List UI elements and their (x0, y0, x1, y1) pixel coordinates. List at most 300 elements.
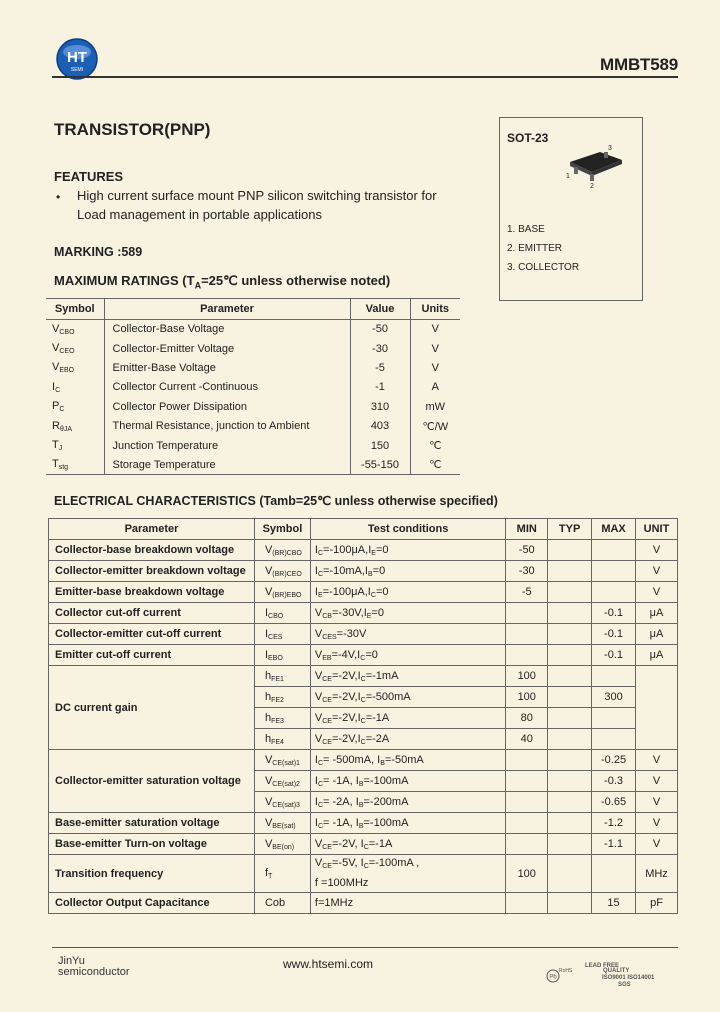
typ-cell (548, 645, 592, 666)
cond: =-100mA (363, 774, 409, 787)
cond-sub: B (367, 570, 373, 578)
max-cell: 300 (592, 687, 636, 708)
table-row (49, 582, 678, 603)
cond-sub: C (360, 717, 366, 725)
max-ratings-table (46, 298, 460, 475)
cond-sub: B (358, 780, 364, 788)
cond: =-1A (365, 711, 390, 724)
cond: = -500mA, I (323, 753, 381, 766)
cond: =0 (375, 543, 389, 556)
cond: =-5V, I (331, 857, 364, 869)
cond: =-100mA (363, 816, 409, 829)
cond-sub: CE (322, 675, 332, 683)
typ-cell (548, 540, 592, 561)
part-number: MMBT589 (600, 55, 678, 74)
symbol: V (52, 342, 60, 355)
col-header-max: MAX (592, 519, 636, 540)
cond: =-200mA (363, 795, 409, 808)
table-row (49, 624, 678, 645)
condition-cell (310, 624, 505, 645)
table-row (49, 540, 678, 561)
cond-sub: C (317, 801, 324, 809)
footer-website-link[interactable]: www.htsemi.com (283, 957, 374, 971)
cond: =-10mA,I (323, 564, 368, 577)
parameter-cell: Emitter cut-off current (49, 645, 255, 666)
typ-cell (548, 561, 592, 582)
symbol-cell (254, 666, 310, 687)
max-cell (592, 666, 636, 687)
cond: =-30V (336, 627, 367, 640)
symbol-cell (46, 397, 104, 416)
max-cell: -0.1 (592, 624, 636, 645)
cond: V (314, 732, 323, 745)
unit-cell: V (431, 323, 439, 336)
unit-cell: V (636, 771, 678, 792)
symbol: h (264, 669, 272, 682)
cond: =0 (372, 564, 386, 577)
symbol: I (264, 606, 269, 619)
min-cell: 100 (506, 666, 548, 687)
max-ratings-title-post: =25℃ unless otherwise noted) (201, 273, 391, 288)
col-header-typ: TYP (548, 519, 592, 540)
typ-cell (548, 624, 592, 645)
cond: =-2V, I (331, 837, 364, 850)
cond-sub: C (363, 863, 369, 870)
cond: V (314, 837, 323, 850)
parameter-cell: Collector-emitter cut-off current (49, 624, 255, 645)
symbol-cell: Cob (254, 893, 310, 914)
condition-cell (310, 813, 505, 834)
table-row (46, 378, 460, 397)
unit-cell (636, 666, 678, 750)
table-row (49, 834, 678, 855)
max-cell (592, 561, 636, 582)
table-row (49, 666, 678, 687)
symbol-cell (46, 339, 104, 358)
pin-label-3: 3 (608, 145, 612, 152)
cond-line-2: f =100MHz (314, 877, 369, 889)
condition-cell (310, 729, 505, 750)
symbol-sub: FE1 (271, 675, 284, 683)
symbol-cell (254, 540, 310, 561)
features-heading: FEATURES (54, 169, 124, 184)
symbol: I (264, 627, 269, 640)
max-ratings-title-pre: MAXIMUM RATINGS (T (54, 273, 195, 288)
cond: = -2A, I (323, 795, 359, 808)
condition-cell (310, 771, 505, 792)
typ-cell (548, 834, 592, 855)
typ-cell (548, 813, 592, 834)
unit-cell: V (636, 750, 678, 771)
pb-label: Pb (549, 974, 557, 981)
symbol: V (264, 774, 273, 787)
parameter-cell: Transition frequency (49, 855, 255, 893)
cond: =-50mA (384, 753, 424, 766)
value-cell: 403 (350, 416, 410, 435)
parameter-cell: Collector-emitter saturation voltage (49, 750, 255, 813)
symbol: h (264, 711, 272, 724)
max-cell (592, 729, 636, 750)
symbol: R (52, 419, 60, 432)
cond-sub: C (317, 549, 324, 557)
symbol: I (264, 648, 269, 661)
symbol-cell (46, 358, 104, 377)
typ-cell (548, 708, 592, 729)
symbol-sub: FE2 (271, 696, 284, 704)
unit-cell: mW (425, 400, 446, 413)
condition-cell (310, 603, 505, 624)
typ-cell (548, 750, 592, 771)
unit-cell: V (636, 792, 678, 813)
cond: =-100μA,I (322, 585, 371, 598)
table-row (46, 455, 460, 474)
cond-sub: B (380, 759, 385, 767)
cond: V (314, 857, 323, 869)
symbol: V (264, 585, 273, 598)
parameter-cell: Base-emitter saturation voltage (49, 813, 255, 834)
table-row (46, 397, 460, 416)
cert-iso: ISO9001 ISO14001 (602, 975, 655, 981)
feature-line-1: High current surface mount PNP silicon switching transistor for (77, 188, 437, 203)
symbol: f (264, 867, 269, 879)
min-cell (506, 603, 548, 624)
min-cell (506, 834, 548, 855)
symbol-cell (254, 750, 310, 771)
col-header-units: Units (421, 303, 449, 315)
min-cell: -50 (506, 540, 548, 561)
symbol-cell (254, 708, 310, 729)
symbol-sub: CBO (59, 328, 75, 336)
parameter-cell: DC current gain (49, 666, 255, 750)
col-header-parameter: Parameter (104, 299, 350, 320)
cond: =-100mA , (368, 857, 420, 869)
min-cell (506, 624, 548, 645)
typ-cell (548, 603, 592, 624)
cond: =-100μA,I (323, 543, 372, 556)
symbol: V (264, 795, 273, 808)
cond-sub: E (371, 549, 376, 557)
cond-sub: B (358, 822, 364, 830)
pin-collector: 3. COLLECTOR (507, 262, 580, 273)
col-header-symbol: Symbol (46, 299, 104, 320)
symbol: V (264, 816, 273, 829)
symbol: V (264, 564, 273, 577)
footer-company-sub: semiconductor (58, 966, 130, 978)
symbol: V (264, 543, 273, 556)
unit-cell: V (431, 361, 439, 374)
unit-cell: μA (636, 645, 678, 666)
unit-cell: μA (636, 624, 678, 645)
unit-cell: ℃/W (422, 420, 449, 433)
cond: I (314, 564, 318, 577)
symbol-sub: CE(sat)3 (272, 801, 300, 809)
col-header-unit: UNIT (636, 519, 678, 540)
symbol-cell (254, 855, 310, 893)
col-header-min: MIN (506, 519, 548, 540)
symbol-cell (254, 603, 310, 624)
cond: V (314, 690, 323, 703)
condition-cell (310, 582, 505, 603)
cond: =-2V,I (331, 669, 361, 682)
cond: =-500mA (365, 690, 411, 703)
cond: =-2V,I (331, 690, 361, 703)
min-cell: 100 (506, 687, 548, 708)
condition-cell (310, 834, 505, 855)
symbol-sub: θJA (59, 425, 73, 433)
max-cell (592, 582, 636, 603)
table-row (46, 416, 460, 435)
typ-cell (548, 771, 592, 792)
min-cell: 100 (506, 855, 548, 893)
min-cell (506, 645, 548, 666)
min-cell (506, 750, 548, 771)
feature-line-2: Load management in portable applications (77, 207, 323, 222)
symbol-sub: T (268, 873, 273, 880)
cond: =0 (371, 606, 384, 619)
pin-base: 1. BASE (507, 224, 545, 235)
parameter-cell: Collector cut-off current (49, 603, 255, 624)
cond-sub: EB (322, 654, 332, 662)
table-row (49, 813, 678, 834)
symbol-cell (254, 813, 310, 834)
typ-cell (548, 666, 592, 687)
cond-sub: E (317, 591, 323, 599)
symbol: V (52, 361, 60, 374)
parameter-cell: Collector Output Capacitance (49, 893, 255, 914)
parameter-cell: Storage Temperature (104, 455, 350, 474)
max-cell: -0.3 (592, 771, 636, 792)
symbol-cell (254, 771, 310, 792)
parameter-cell: Collector-base breakdown voltage (49, 540, 255, 561)
logo-subtext: SEMI (70, 67, 84, 73)
cond: I (314, 816, 318, 829)
max-cell (592, 540, 636, 561)
symbol-sub: CE(sat)2 (272, 780, 300, 788)
condition-cell (310, 792, 505, 813)
company-logo (56, 38, 98, 80)
cond: V (314, 627, 323, 640)
parameter-cell: Collector Current -Continuous (104, 378, 350, 397)
cond: =-1mA (365, 669, 399, 682)
condition-cell (310, 855, 505, 893)
max-cell: -1.1 (592, 834, 636, 855)
max-cell: -1.2 (592, 813, 636, 834)
min-cell (506, 813, 548, 834)
typ-cell (548, 855, 592, 893)
cond: =0 (365, 648, 378, 661)
min-cell (506, 771, 548, 792)
value-cell: -55-150 (350, 455, 410, 474)
pin-emitter: 2. EMITTER (507, 243, 563, 254)
symbol-sub: J (58, 445, 63, 453)
cond-sub: C (360, 738, 366, 746)
typ-cell (548, 729, 592, 750)
pin-label-1: 1 (566, 173, 570, 180)
cond-sub: B (358, 801, 364, 809)
col-header-value: Value (350, 299, 410, 320)
logo-text: HT (67, 49, 87, 66)
unit-cell: V (636, 582, 678, 603)
symbol-sub: (BR)CEO (272, 570, 302, 578)
cond-sub: CB (322, 612, 332, 620)
max-cell: -0.65 (592, 792, 636, 813)
symbol-cell (254, 561, 310, 582)
cond-sub: C (370, 591, 376, 599)
cond: =-2V,I (331, 711, 361, 724)
cond: =0 (375, 585, 389, 598)
cond: =-4V,I (331, 648, 361, 661)
min-cell: 80 (506, 708, 548, 729)
max-cell: -0.1 (592, 645, 636, 666)
table-row (49, 893, 678, 914)
symbol-sub: (BR)CBO (272, 549, 302, 557)
symbol-cell (46, 436, 104, 455)
col-header-parameter: Parameter (49, 519, 255, 540)
condition-cell (310, 561, 505, 582)
symbol: V (264, 753, 273, 766)
max-cell (592, 708, 636, 729)
cond: V (314, 648, 323, 661)
symbol-sub: stg (58, 464, 69, 472)
parameter-cell: Junction Temperature (104, 436, 350, 455)
symbol: P (52, 400, 60, 413)
table-row (46, 436, 460, 455)
unit-cell: V (636, 540, 678, 561)
max-cell: 15 (592, 893, 636, 914)
symbol-cell (46, 320, 104, 339)
rohs-label: RoHS (559, 968, 573, 974)
marking: MARKING :589 (54, 245, 143, 259)
symbol: I (52, 380, 56, 393)
symbol-sub: CES (268, 633, 283, 641)
typ-cell (548, 582, 592, 603)
parameter-cell: Collector-Base Voltage (104, 320, 350, 339)
table-row (49, 855, 678, 893)
cond: I (314, 585, 318, 598)
cond: =-30V,I (331, 606, 367, 619)
col-header-test-conditions: Test conditions (310, 519, 505, 540)
min-cell (506, 893, 548, 914)
pin-label-2: 2 (590, 183, 594, 190)
unit-cell: μA (636, 603, 678, 624)
cond: I (314, 795, 318, 808)
cond-sub: C (317, 822, 324, 830)
parameter-cell: Collector-emitter breakdown voltage (49, 561, 255, 582)
value-cell: 310 (350, 397, 410, 416)
max-ratings-title (54, 273, 390, 291)
symbol-cell (254, 729, 310, 750)
symbol-sub: EBO (268, 654, 283, 662)
cond: =-2A (365, 732, 390, 745)
symbol-sub: BE(on) (272, 843, 295, 851)
symbol-sub: C (59, 406, 65, 414)
condition-cell (310, 687, 505, 708)
parameter-cell: Thermal Resistance, junction to Ambient (104, 416, 350, 435)
min-cell (506, 792, 548, 813)
value-cell: 150 (350, 436, 410, 455)
electrical-characteristics-table (48, 518, 678, 914)
footer-company: JinYu (58, 955, 85, 967)
min-cell: -30 (506, 561, 548, 582)
symbol: T (52, 439, 59, 452)
parameter-cell: Emitter-base breakdown voltage (49, 582, 255, 603)
parameter-cell: Emitter-Base Voltage (104, 358, 350, 377)
min-cell: -5 (506, 582, 548, 603)
cond-sub: C (360, 696, 366, 704)
bullet-icon: • (56, 190, 61, 204)
cond: =-1A (368, 837, 393, 850)
max-cell (592, 855, 636, 893)
parameter-cell: Collector Power Dissipation (104, 397, 350, 416)
unit-cell: A (431, 381, 439, 394)
value-cell: -1 (350, 378, 410, 397)
symbol: h (264, 732, 272, 745)
parameter-cell: Collector-Emitter Voltage (104, 339, 350, 358)
condition-cell: f=1MHz (310, 893, 505, 914)
cond-sub: C (360, 654, 366, 662)
cond-sub: CE (322, 738, 332, 746)
unit-cell: V (636, 813, 678, 834)
symbol-cell (46, 416, 104, 435)
symbol: h (264, 690, 272, 703)
cond-sub: C (360, 675, 366, 683)
condition-cell (310, 645, 505, 666)
cond-sub: C (317, 759, 324, 767)
cert-sgs: SGS (618, 982, 631, 988)
unit-cell: pF (636, 893, 678, 914)
cond-sub: CES (322, 633, 337, 641)
cond: V (314, 711, 323, 724)
symbol: T (52, 458, 59, 471)
unit-cell: V (636, 561, 678, 582)
symbol-sub: CBO (268, 612, 284, 620)
max-ratings-title-sub: A (194, 280, 202, 291)
cond-sub: C (363, 843, 369, 851)
package-name: SOT-23 (507, 131, 549, 145)
header-divider (52, 76, 678, 78)
condition-cell (310, 540, 505, 561)
cond: V (314, 606, 323, 619)
symbol-cell (46, 378, 104, 397)
cond: I (314, 774, 318, 787)
symbol-sub: BE(sat) (272, 822, 296, 830)
unit-cell: V (431, 342, 439, 355)
cond-sub: C (317, 570, 324, 578)
symbol-sub: FE3 (271, 717, 284, 725)
symbol-cell (254, 834, 310, 855)
cond-sub: CE (322, 863, 332, 870)
footer-divider (52, 947, 678, 948)
table-header-row (49, 519, 678, 540)
sot23-package-icon (560, 140, 630, 190)
symbol-sub: C (55, 386, 61, 394)
symbol: V (52, 322, 60, 335)
cert-lead-free: LEAD FREE (585, 963, 620, 969)
cond-sub: E (366, 612, 372, 620)
table-header-row (46, 299, 460, 320)
symbol-sub: FE4 (271, 738, 284, 746)
typ-cell (548, 792, 592, 813)
unit-cell: ℃ (429, 440, 442, 453)
symbol-sub: (BR)EBO (272, 591, 302, 599)
condition-cell (310, 666, 505, 687)
table-row (46, 358, 460, 377)
table-row (49, 561, 678, 582)
symbol: V (264, 837, 273, 850)
unit-cell: ℃ (429, 459, 442, 472)
col-header-symbol: Symbol (254, 519, 310, 540)
symbol-cell (254, 582, 310, 603)
